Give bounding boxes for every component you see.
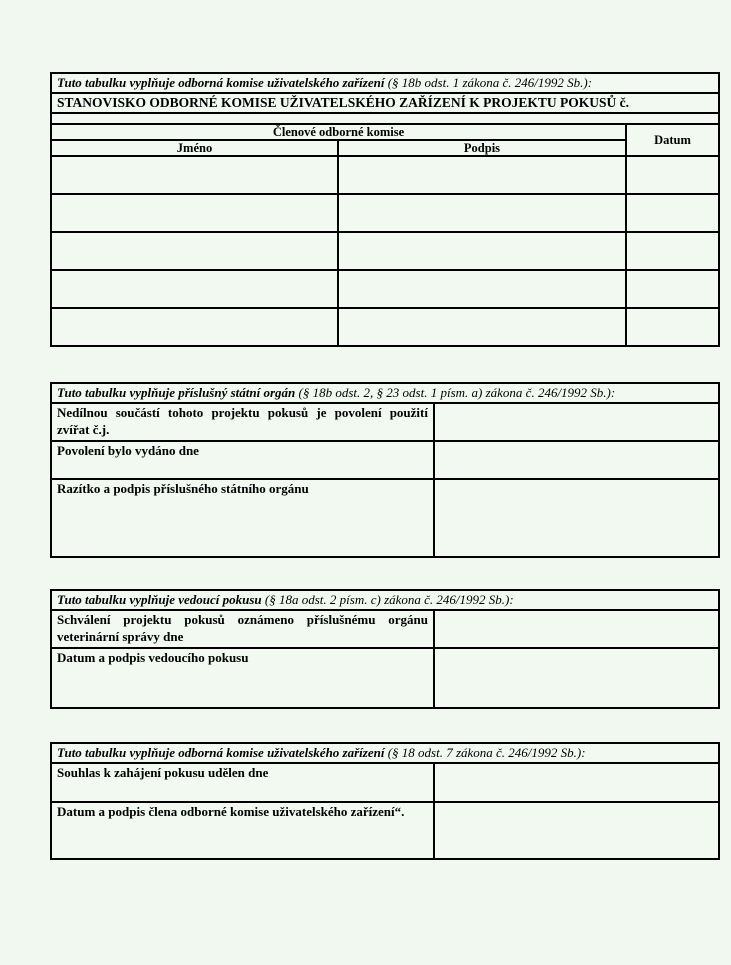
- intro-reference-text: (§ 18b odst. 1 zákona č. 246/1992 Sb.):: [384, 75, 593, 90]
- column-header-row: [51, 140, 719, 156]
- members-group-header: Členové odborné komise: [51, 124, 626, 140]
- permit-number-label: Nedílnou součástí tohoto projektu pokusů je povolení použití zvířat č.j.: [51, 403, 434, 441]
- table-row: [51, 479, 719, 557]
- group-header-row: [51, 124, 719, 140]
- column-header-name: Jméno: [51, 140, 338, 156]
- member-name-cell: [51, 156, 338, 194]
- title-row: [51, 93, 719, 113]
- table-row: [51, 648, 719, 708]
- member-date-signature-label: Datum a podpis člena odborné komise uživatelského zařízení“.: [51, 802, 434, 859]
- table-intro: [51, 743, 719, 763]
- member-row: [51, 308, 719, 346]
- column-header-date: Datum: [626, 124, 719, 156]
- member-row: [51, 270, 719, 308]
- member-row: [51, 194, 719, 232]
- consent-date-label: Souhlas k zahájení pokusu udělen dne: [51, 763, 434, 802]
- intro-bold-text: Tuto tabulku vyplňuje příslušný státní orgán: [57, 385, 296, 400]
- column-header-signature: Podpis: [338, 140, 626, 156]
- member-date-cell: [626, 270, 719, 308]
- table-row: [51, 802, 719, 859]
- member-name-cell: [51, 194, 338, 232]
- table-intro: [51, 73, 719, 93]
- spacer-cell: [51, 113, 719, 124]
- member-date-signature-value-cell: [434, 802, 719, 859]
- table-row: [51, 403, 719, 441]
- stamp-signature-value-cell: [434, 479, 719, 557]
- table-row: [51, 610, 719, 648]
- member-signature-cell: [338, 270, 626, 308]
- leader-date-signature-label: Datum a podpis vedoucího pokusu: [51, 648, 434, 708]
- intro-reference-text: (§ 18 odst. 7 zákona č. 246/1992 Sb.):: [384, 745, 586, 760]
- permit-number-value-cell: [434, 403, 719, 441]
- state-authority-table: [50, 382, 720, 558]
- intro-bold-text: Tuto tabulku vyplňuje odborná komise uživatelského zařízení: [57, 745, 385, 760]
- form-title: STANOVISKO ODBORNÉ KOMISE UŽIVATELSKÉHO ZAŘÍZENÍ K PROJEKTU POKUSŮ č.: [51, 93, 719, 113]
- member-name-cell: [51, 232, 338, 270]
- table-intro: [51, 383, 719, 403]
- experiment-leader-table: [50, 589, 720, 709]
- member-name-cell: [51, 270, 338, 308]
- approval-notification-value-cell: [434, 610, 719, 648]
- intro-reference-text: (§ 18b odst. 2, § 23 odst. 1 písm. a) zákona č. 246/1992 Sb.):: [295, 385, 616, 400]
- commission-opinion-table: [50, 72, 720, 347]
- member-date-cell: [626, 194, 719, 232]
- intro-bold-text: Tuto tabulku vyplňuje odborná komise uživatelského zařízení: [57, 75, 385, 90]
- permit-issue-date-value-cell: [434, 441, 719, 479]
- intro-row: [51, 383, 719, 403]
- member-signature-cell: [338, 194, 626, 232]
- member-date-cell: [626, 308, 719, 346]
- member-name-cell: [51, 308, 338, 346]
- member-date-cell: [626, 232, 719, 270]
- member-row: [51, 232, 719, 270]
- intro-row: [51, 590, 719, 610]
- member-row: [51, 156, 719, 194]
- leader-date-signature-value-cell: [434, 648, 719, 708]
- intro-reference-text: (§ 18a odst. 2 písm. c) zákona č. 246/1992 Sb.):: [261, 592, 514, 607]
- intro-row: [51, 73, 719, 93]
- member-date-cell: [626, 156, 719, 194]
- intro-bold-text: Tuto tabulku vyplňuje vedoucí pokusu: [57, 592, 262, 607]
- commission-consent-table: [50, 742, 720, 860]
- table-row: [51, 763, 719, 802]
- table-intro: [51, 590, 719, 610]
- member-signature-cell: [338, 232, 626, 270]
- stamp-signature-label: Razítko a podpis příslušného státního orgánu: [51, 479, 434, 557]
- spacer-row: [51, 113, 719, 124]
- member-signature-cell: [338, 308, 626, 346]
- table-row: [51, 441, 719, 479]
- member-signature-cell: [338, 156, 626, 194]
- intro-row: [51, 743, 719, 763]
- approval-notification-label: Schválení projektu pokusů oznámeno příslušnému orgánu veterinární správy dne: [51, 610, 434, 648]
- permit-issue-date-label: Povolení bylo vydáno dne: [51, 441, 434, 479]
- consent-date-value-cell: [434, 763, 719, 802]
